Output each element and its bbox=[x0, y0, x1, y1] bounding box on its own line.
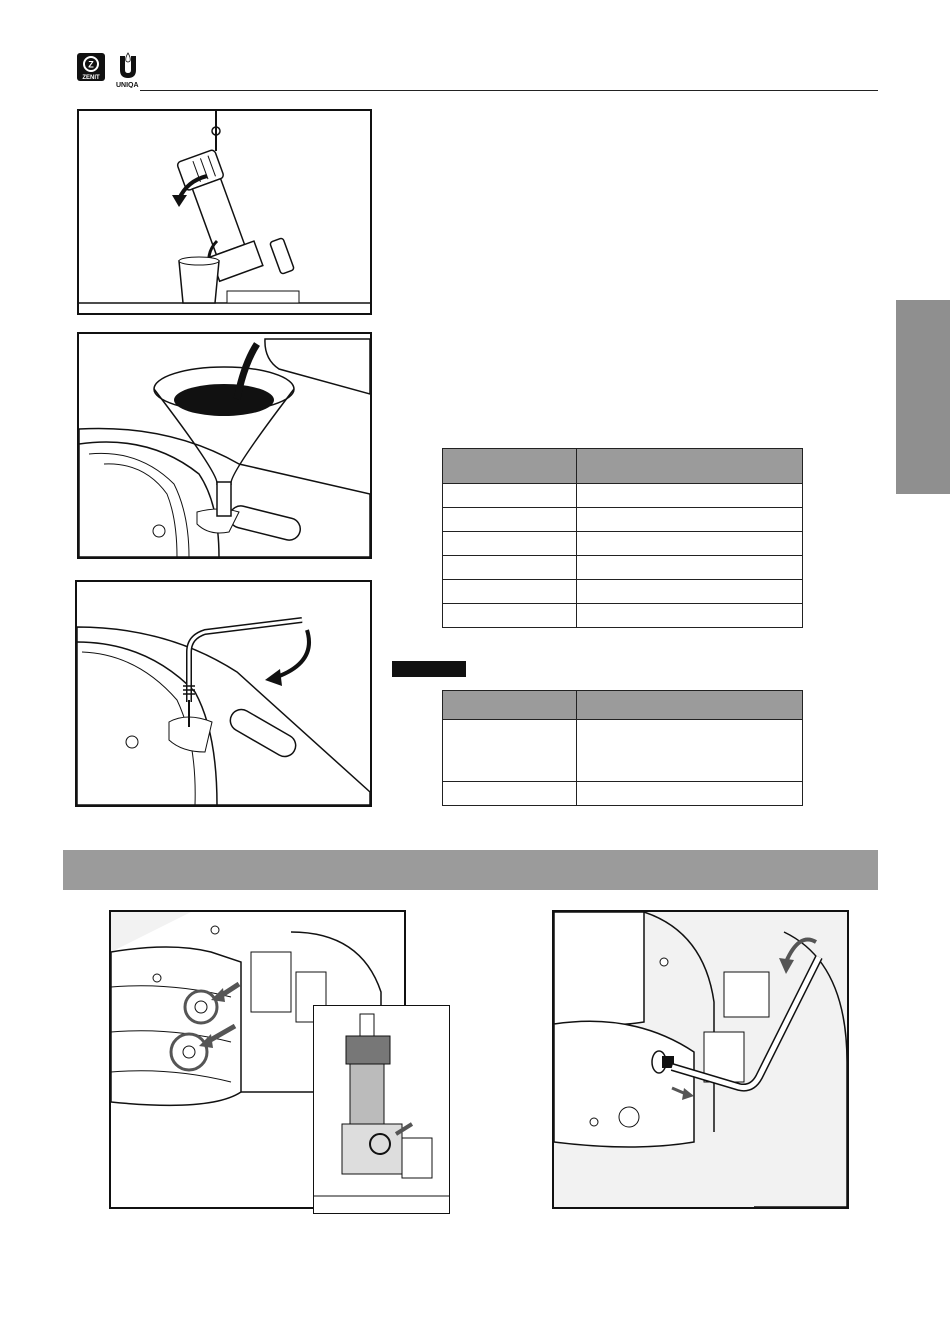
note-label bbox=[392, 661, 466, 677]
table-row bbox=[443, 556, 803, 580]
table-row bbox=[443, 508, 803, 532]
table-header-row bbox=[443, 449, 803, 484]
figure-close-plug bbox=[75, 580, 372, 807]
table-cell bbox=[576, 508, 802, 532]
section-heading-bar bbox=[63, 850, 878, 890]
table-cell bbox=[443, 604, 577, 628]
table-header-cell bbox=[576, 691, 802, 720]
figure-inset-pump bbox=[313, 1005, 450, 1214]
header-divider bbox=[140, 90, 878, 91]
table-header-cell bbox=[576, 449, 802, 484]
table-cell bbox=[443, 580, 577, 604]
table-cell bbox=[576, 532, 802, 556]
table-header-cell bbox=[443, 449, 577, 484]
uniqa-logo-text: UNIQA bbox=[116, 82, 139, 88]
table-cell bbox=[443, 556, 577, 580]
table-row bbox=[443, 782, 803, 806]
zenit-logo-icon bbox=[76, 52, 106, 82]
table-cell bbox=[576, 484, 802, 508]
table-cell bbox=[576, 556, 802, 580]
svg-text:Z: Z bbox=[88, 59, 94, 70]
table-cell bbox=[443, 508, 577, 532]
spec-table-bottom bbox=[442, 690, 803, 806]
table-row bbox=[443, 532, 803, 556]
table-cell bbox=[576, 580, 802, 604]
table-cell bbox=[443, 484, 577, 508]
table-header-cell bbox=[443, 691, 577, 720]
table-row bbox=[443, 580, 803, 604]
table-cell bbox=[443, 720, 577, 782]
table-cell bbox=[576, 720, 802, 782]
rotate-arrow-icon bbox=[277, 630, 309, 677]
table-row bbox=[443, 720, 803, 782]
table-cell bbox=[576, 604, 802, 628]
table-cell bbox=[443, 532, 577, 556]
figure-fill-oil bbox=[77, 332, 372, 559]
zenit-logo-text: ZENIT bbox=[82, 75, 100, 81]
table-header-row bbox=[443, 691, 803, 720]
figure-drain-oil bbox=[77, 109, 372, 315]
chapter-side-tab bbox=[896, 300, 950, 494]
table-cell bbox=[443, 782, 577, 806]
table-row bbox=[443, 604, 803, 628]
table-row bbox=[443, 484, 803, 508]
uniqa-logo-icon bbox=[114, 50, 154, 88]
figure-remove-plug bbox=[552, 910, 849, 1209]
spec-table-top bbox=[442, 448, 803, 628]
table-cell bbox=[576, 782, 802, 806]
